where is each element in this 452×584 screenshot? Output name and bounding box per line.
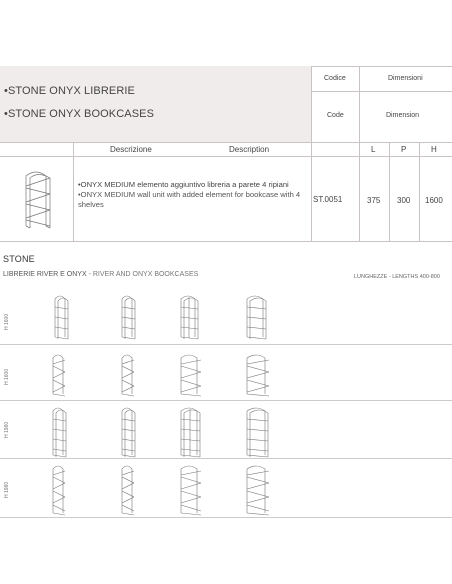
col-descrizione: Descrizione [110, 145, 152, 154]
section-title: STONE [3, 254, 35, 264]
row-label-2: H 1600 [4, 368, 10, 385]
table-border-bottom [0, 241, 452, 242]
table-vline-l [389, 142, 390, 241]
row-separator-1 [0, 344, 452, 345]
table-vline-code [311, 66, 312, 241]
title-italian: •STONE ONYX LIBRERIE [4, 85, 135, 97]
description-italian: •ONYX MEDIUM elemento aggiuntivo libreria a parete 4 ripiani [78, 180, 289, 189]
section-subtitle-main: LIBRERIE RIVER E ONYX [3, 271, 87, 278]
table-vline-image [73, 142, 74, 241]
lengths-note: LUNGHEZZE - LENGTHS 400-800 [354, 274, 440, 280]
row-label-1: H 1600 [4, 313, 10, 330]
table-border-header-bottom [0, 142, 452, 143]
dim-h: 1600 [425, 196, 443, 205]
bookcase-r1-c4 [244, 293, 268, 339]
bookcase-r3-c2 [119, 405, 137, 457]
row-separator-2 [0, 400, 452, 401]
bookcase-r2-c1 [50, 352, 68, 396]
section-subtitle [3, 271, 198, 278]
section-subtitle-rest: - RIVER AND ONYX BOOKCASES [86, 271, 199, 278]
codice-label: Codice [324, 75, 346, 82]
table-vline-dim [359, 66, 360, 241]
col-description: Description [229, 145, 270, 154]
bookcase-r2-c4 [244, 352, 272, 396]
bookcase-r2-c2 [119, 352, 137, 396]
row-label-4: H 1980 [4, 481, 10, 498]
col-h: H [431, 145, 437, 154]
table-vline-p [419, 142, 420, 241]
dimension-label: Dimension [386, 112, 420, 119]
product-description [78, 180, 308, 210]
bookcase-r3-c1 [50, 405, 68, 457]
row-separator-3 [0, 458, 452, 459]
code-label: Code [327, 112, 344, 119]
bookcase-r4-c3 [178, 463, 204, 515]
row-separator-4 [0, 517, 452, 518]
table-border-top [311, 66, 452, 67]
bookcase-r3-c3 [178, 405, 202, 457]
dim-l: 375 [367, 196, 381, 205]
bookcase-r4-c1 [50, 463, 68, 515]
bookcase-r1-c1 [52, 293, 70, 339]
dimensioni-label: Dimensioni [388, 75, 423, 82]
bookcase-r4-c2 [119, 463, 137, 515]
col-p: P [401, 145, 407, 154]
header-band [0, 66, 311, 142]
title-english: •STONE ONYX BOOKCASES [4, 108, 155, 120]
table-border-subheader-bottom [0, 156, 452, 157]
col-l: L [371, 145, 376, 154]
product-code: ST.0051 [313, 195, 343, 204]
bookcase-r1-c3 [178, 293, 200, 339]
dim-p: 300 [397, 196, 411, 205]
bookcase-r1-c2 [119, 293, 137, 339]
row-label-3: H 1980 [4, 421, 10, 438]
bookcase-r3-c4 [244, 405, 270, 457]
bookcase-r4-c4 [244, 463, 272, 515]
table-border-header-mid [311, 91, 452, 92]
onyx-bookcase-drawing [22, 168, 58, 230]
bookcase-r2-c3 [178, 352, 204, 396]
description-english: •ONYX MEDIUM wall unit with added element for bookcase with 4 shelves [78, 190, 301, 209]
